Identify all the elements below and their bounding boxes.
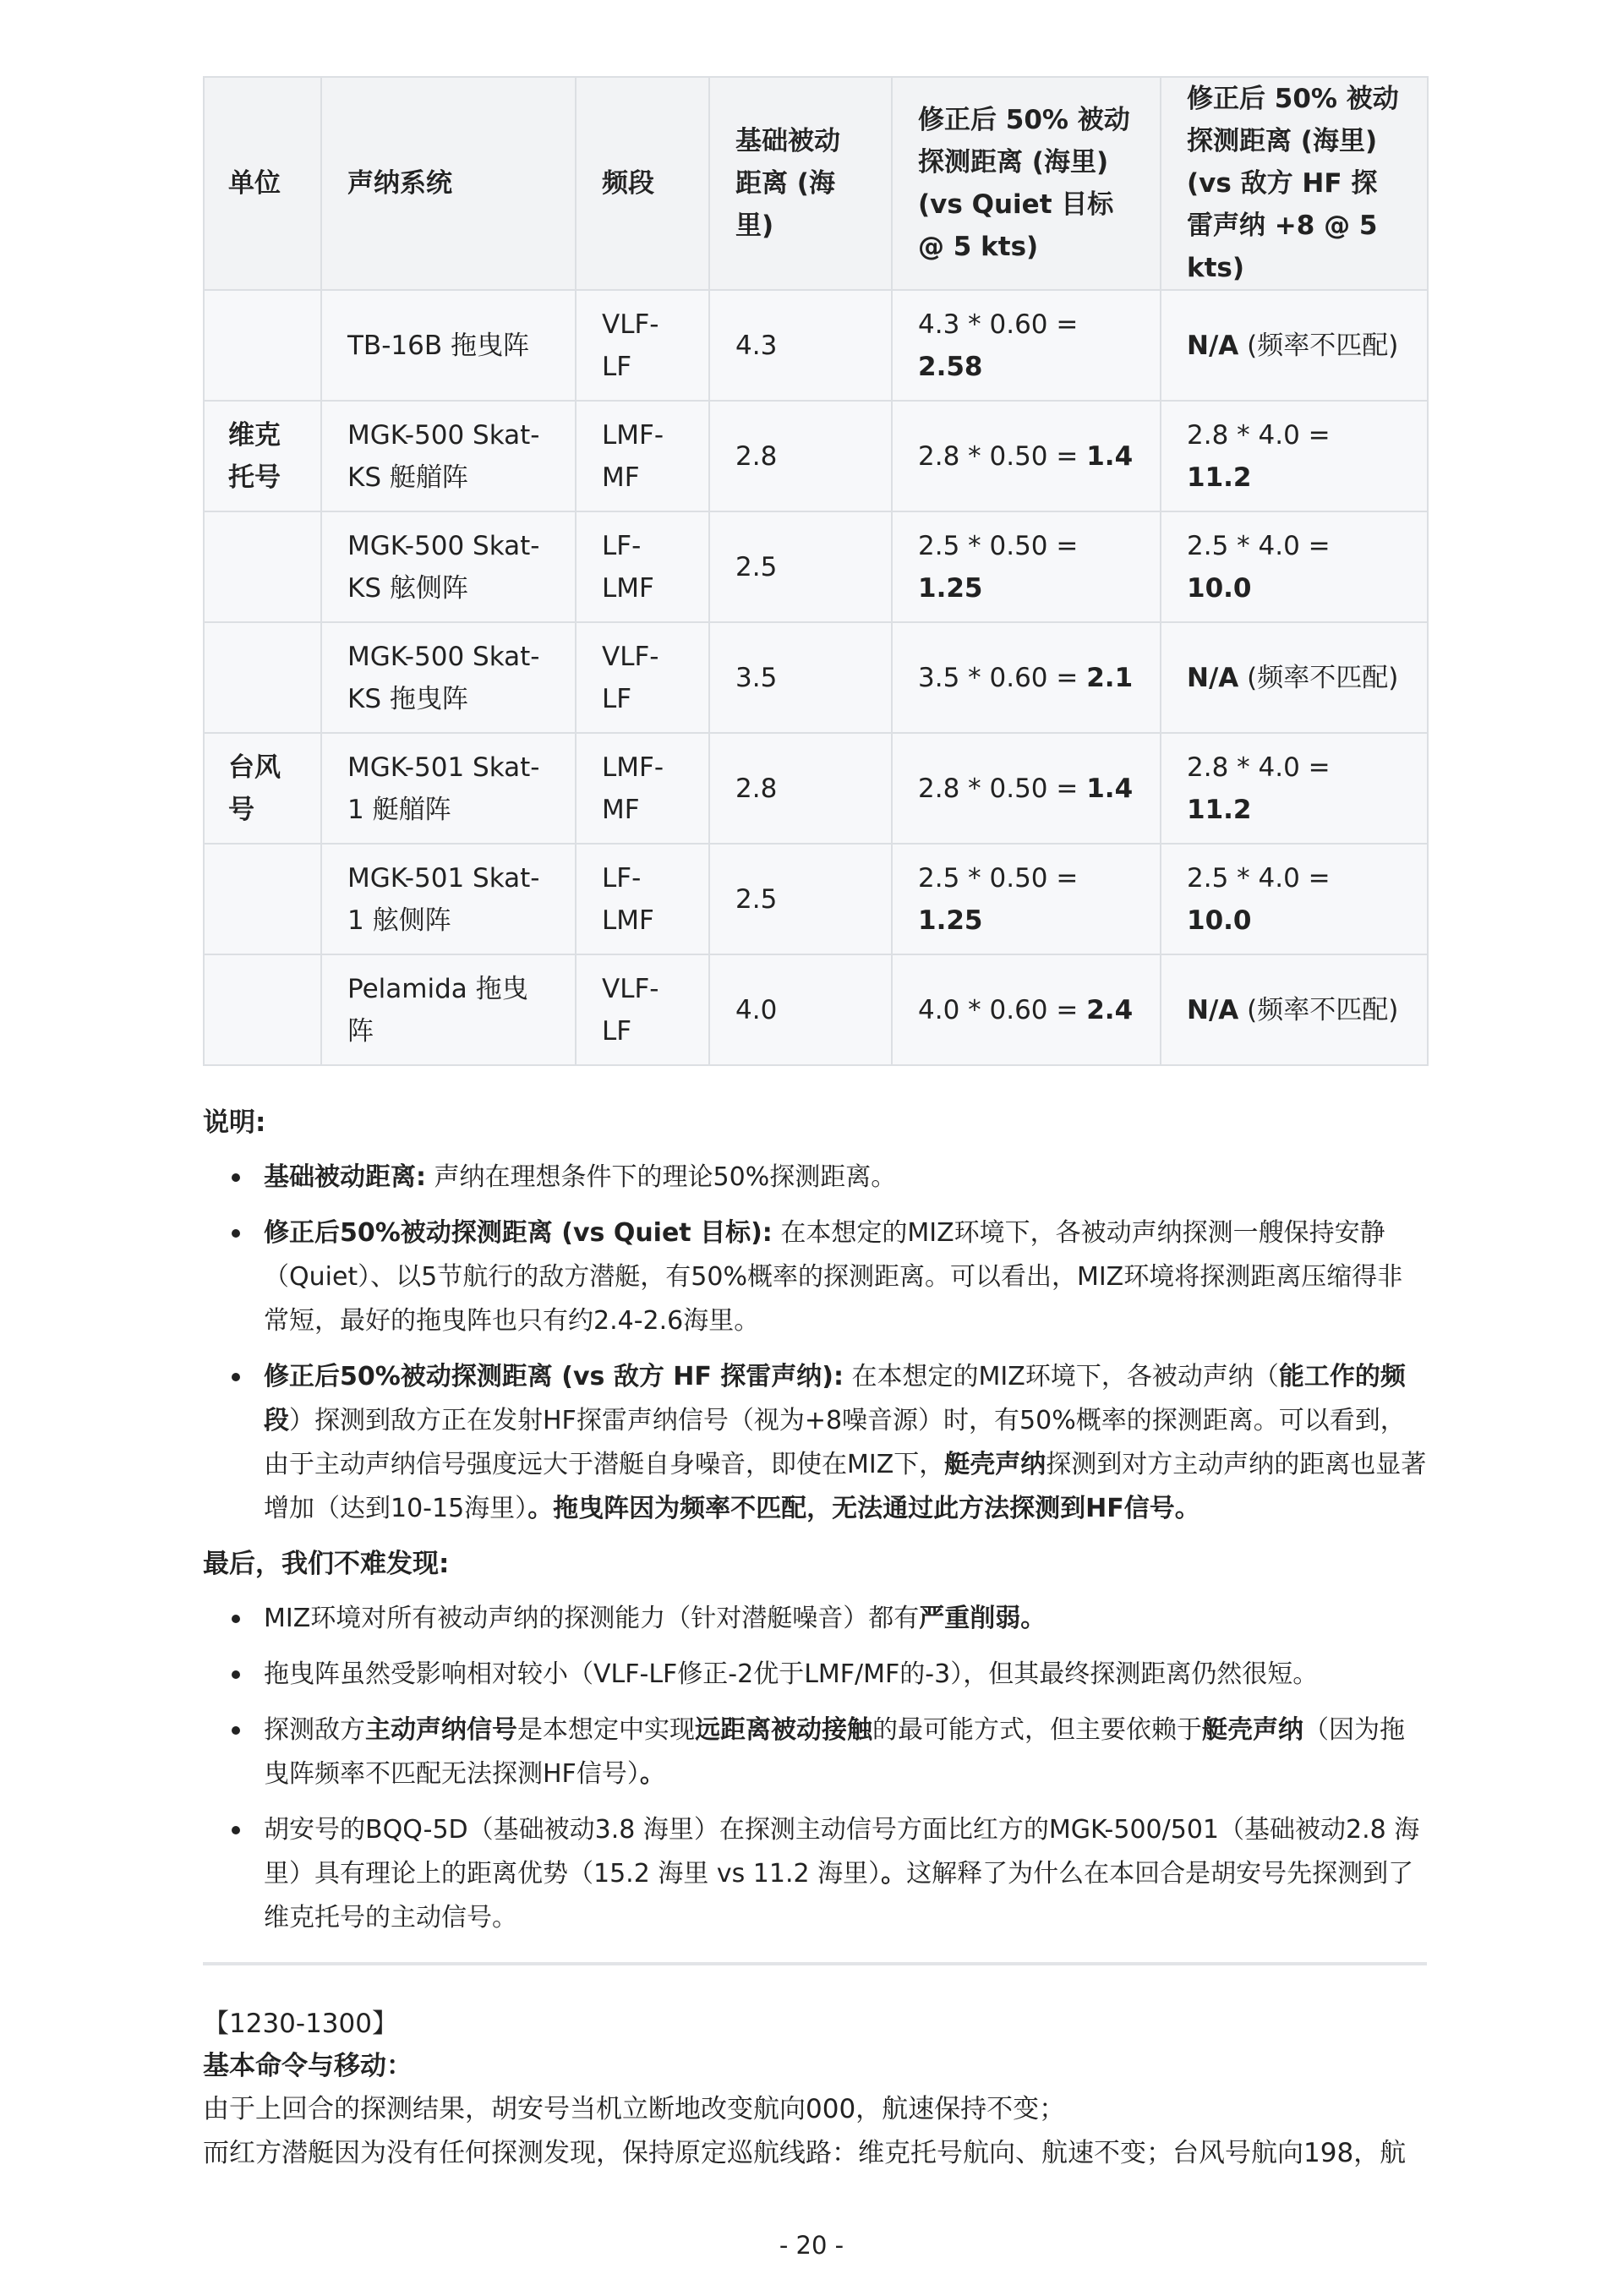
cell-range-vs-quiet [892, 290, 1161, 401]
hf-result: 11.2 [1187, 462, 1252, 493]
table-row [204, 290, 1428, 401]
cell-base-range: 2.8 [709, 401, 892, 511]
cell-band: VLF-LF [576, 954, 709, 1065]
text-segment: 探测到对方主动声纳的距离也显著增加（达到10-15海里） [264, 1450, 1427, 1523]
cell-unit [204, 622, 321, 733]
cell-sonar-system: MGK-500 Skat-KS 艇艏阵 [321, 401, 576, 511]
table-row [204, 844, 1428, 954]
cell-base-range: 2.5 [709, 511, 892, 622]
page-content [203, 76, 1427, 2175]
bold-text: 。拖曳阵因为频率不匹配，无法通过此方法探测到HF信号。 [527, 1494, 1200, 1523]
bullet-dot [232, 1229, 240, 1238]
cell-base-range: 3.5 [709, 622, 892, 733]
quiet-result: 1.25 [918, 572, 983, 604]
text-segment: MIZ环境对所有被动声纳的探测能力（针对潜艇噪音）都有 [264, 1604, 920, 1633]
cell-band: LMF-MF [576, 733, 709, 844]
table-row [204, 733, 1428, 844]
hf-result: 10.0 [1187, 572, 1252, 604]
cell-range-vs-hf [1161, 622, 1428, 733]
cell-band: LF-LMF [576, 511, 709, 622]
section-heading: 基本命令与移动： [203, 2051, 413, 2081]
unit-name: 维克托号 [228, 419, 281, 493]
cell-range-vs-hf [1161, 733, 1428, 844]
findings-title: 最后，我们不难发现: [203, 1549, 450, 1579]
note-item [264, 1156, 1427, 1200]
header-sonar-system: 声纳系统 [321, 77, 576, 290]
quiet-result: 1.4 [1086, 440, 1134, 472]
cell-range-vs-quiet [892, 844, 1161, 954]
text-segment: ）探测到敌方正在发射HF探雷声纳信号（视为+8噪音源）时，有50%概率的探测距离。可以看到，由于主动声纳信号强度远大于潜艇自身噪音，即使在MIZ下， [264, 1406, 1406, 1479]
finding-item [264, 1808, 1427, 1940]
header-range-vs-hf: 修正后 50% 被动探测距离 (海里) (vs 敌方 HF 探雷声纳 +8 @ 5 kts) [1161, 77, 1428, 290]
finding-item [264, 1653, 1427, 1697]
cell-sonar-system: MGK-500 Skat-KS 拖曳阵 [321, 622, 576, 733]
page-number: - 20 - [779, 2231, 844, 2260]
cell-range-vs-hf [1161, 290, 1428, 401]
bullet-dot [232, 1670, 240, 1679]
bold-text: 主动声纳信号 [365, 1715, 517, 1745]
bullet-dot [232, 1615, 240, 1623]
cell-base-range: 2.5 [709, 844, 892, 954]
bold-text: 修正后50%被动探测距离 (vs Quiet 目标): [264, 1218, 773, 1248]
cell-range-vs-hf [1161, 511, 1428, 622]
header-range-vs-quiet: 修正后 50% 被动探测距离 (海里) (vs Quiet 目标 @ 5 kts) [892, 77, 1161, 290]
text-segment: 在本想定的MIZ环境下，各被动声纳（ [844, 1362, 1279, 1391]
table-header-row [204, 77, 1428, 290]
table-body [204, 290, 1428, 1065]
cell-sonar-system: MGK-501 Skat-1 舷侧阵 [321, 844, 576, 954]
cell-unit [204, 954, 321, 1065]
cell-range-vs-quiet [892, 511, 1161, 622]
bold-text: 。 [639, 1759, 665, 1789]
table-row [204, 954, 1428, 1065]
text-segment: 的最可能方式，但主要依赖于 [872, 1715, 1202, 1745]
cell-range-vs-hf [1161, 954, 1428, 1065]
bullet-dot [232, 1726, 240, 1735]
cell-unit [204, 511, 321, 622]
quiet-result: 1.25 [918, 905, 983, 936]
finding-item [264, 1597, 1427, 1641]
bold-text: 艇壳声纳 [944, 1450, 1046, 1479]
cell-range-vs-quiet [892, 622, 1161, 733]
note-item [264, 1211, 1427, 1343]
hf-result: N/A [1187, 662, 1239, 693]
cell-sonar-system: TB-16B 拖曳阵 [321, 290, 576, 401]
cell-sonar-system: MGK-501 Skat-1 艇艏阵 [321, 733, 576, 844]
quiet-result: 2.4 [1086, 994, 1134, 1025]
hf-result: N/A [1187, 994, 1239, 1025]
cell-base-range: 4.3 [709, 290, 892, 401]
header-unit: 单位 [204, 77, 321, 290]
text-segment: （因为拖曳阵频率不匹配无法探测HF信号） [264, 1715, 1405, 1789]
hf-expression: 2.8 * 4.0 = [1187, 419, 1331, 451]
bold-text: 基础被动距离: [264, 1162, 426, 1192]
cell-base-range: 4.0 [709, 954, 892, 1065]
hf-result: 11.2 [1187, 794, 1252, 825]
cell-unit [204, 401, 321, 511]
table-row [204, 401, 1428, 511]
cell-sonar-system: MGK-500 Skat-KS 舷侧阵 [321, 511, 576, 622]
table-row [204, 622, 1428, 733]
header-base-range: 基础被动距离 (海里) [709, 77, 892, 290]
quiet-expression: 2.5 * 0.50 = [918, 862, 1079, 894]
quiet-result: 1.4 [1086, 773, 1134, 804]
cell-band: VLF-LF [576, 622, 709, 733]
notes-title: 说明: [203, 1107, 266, 1138]
notes-list [203, 1156, 1427, 1531]
quiet-result: 2.1 [1086, 662, 1134, 693]
finding-item [264, 1708, 1427, 1796]
hf-result: N/A [1187, 330, 1239, 361]
section-divider [203, 1962, 1427, 1965]
cell-unit [204, 733, 321, 844]
hf-expression: 2.8 * 4.0 = [1187, 752, 1331, 783]
time-tag: 【1230-1300】 [203, 2009, 398, 2039]
quiet-expression: 2.8 * 0.50 = [918, 440, 1087, 472]
cell-band: LMF-MF [576, 401, 709, 511]
cell-band: LF-LMF [576, 844, 709, 954]
bullet-dot [232, 1826, 240, 1834]
bold-text: 艇壳声纳 [1202, 1715, 1303, 1745]
quiet-expression: 4.0 * 0.60 = [918, 994, 1087, 1025]
text-segment: 拖曳阵虽然受影响相对较小（VLF-LF修正-2优于LMF/MF的-3），但其最终探测距离仍然很短。 [264, 1659, 1319, 1689]
text-segment: 声纳在理想条件下的理论50%探测距离。 [426, 1162, 897, 1192]
bold-text: 严重削弱。 [919, 1604, 1046, 1633]
quiet-expression: 2.8 * 0.50 = [918, 773, 1087, 804]
cell-range-vs-quiet [892, 733, 1161, 844]
quiet-result: 2.58 [918, 351, 983, 382]
cell-range-vs-hf [1161, 401, 1428, 511]
bold-text: 修正后50%被动探测距离 (vs 敌方 HF 探雷声纳): [264, 1362, 844, 1391]
cell-range-vs-quiet [892, 954, 1161, 1065]
cell-band: VLF-LF [576, 290, 709, 401]
cell-sonar-system: Pelamida 拖曳阵 [321, 954, 576, 1065]
text-segment: 在本想定的MIZ环境下，各被动声纳探测一艘保持安静（Quiet）、以5节航行的敌方潜艇，有50%概率的探测距离。可以看出，MIZ环境将探测距离压缩得非常短，最好的拖曳阵也只有约2.4-2.6海里。 [264, 1218, 1403, 1336]
sonar-table [203, 76, 1429, 1066]
header-band: 频段 [576, 77, 709, 290]
cell-unit [204, 290, 321, 401]
cell-range-vs-hf [1161, 844, 1428, 954]
bullet-dot [232, 1173, 240, 1182]
bold-text: 能工作的频段 [264, 1362, 1406, 1435]
findings-list [203, 1597, 1427, 1940]
hf-note: (频率不匹配) [1238, 662, 1399, 693]
hf-note: (频率不匹配) [1238, 330, 1399, 361]
quiet-expression: 4.3 * 0.60 = [918, 309, 1079, 340]
hf-note: (频率不匹配) [1238, 994, 1399, 1025]
hf-expression: 2.5 * 4.0 = [1187, 530, 1331, 561]
bold-text: 。 [881, 1859, 907, 1889]
bullet-dot [232, 1373, 240, 1381]
text-segment: 是本想定中实现 [517, 1715, 695, 1745]
text-segment: 这解释了为什么在本回合是胡安号先探测到了维克托号的主动信号。 [264, 1859, 1414, 1932]
quiet-expression: 3.5 * 0.60 = [918, 662, 1087, 693]
cell-unit [204, 844, 321, 954]
cell-base-range: 2.8 [709, 733, 892, 844]
unit-name: 台风号 [228, 752, 281, 825]
text-segment: 胡安号的BQQ-5D（基础被动3.8 海里）在探测主动信号方面比红方的MGK-500/501（基础被动2.8 海里）具有理论上的距离优势（15.2 海里 vs 11.2 海里） [264, 1815, 1420, 1889]
note-item [264, 1355, 1427, 1531]
cell-range-vs-quiet [892, 401, 1161, 511]
bold-text: 远距离被动接触 [695, 1715, 872, 1745]
hf-result: 10.0 [1187, 905, 1252, 936]
body-line-2: 而红方潜艇因为没有任何探测发现，保持原定巡航线路：维克托号航向、航速不变；台风号航向198，航 [203, 2138, 1407, 2168]
text-segment: 探测敌方 [264, 1715, 365, 1745]
table-row [204, 511, 1428, 622]
quiet-expression: 2.5 * 0.50 = [918, 530, 1079, 561]
hf-expression: 2.5 * 4.0 = [1187, 862, 1331, 894]
body-line-1: 由于上回合的探测结果，胡安号当机立断地改变航向000，航速保持不变； [203, 2094, 1066, 2124]
